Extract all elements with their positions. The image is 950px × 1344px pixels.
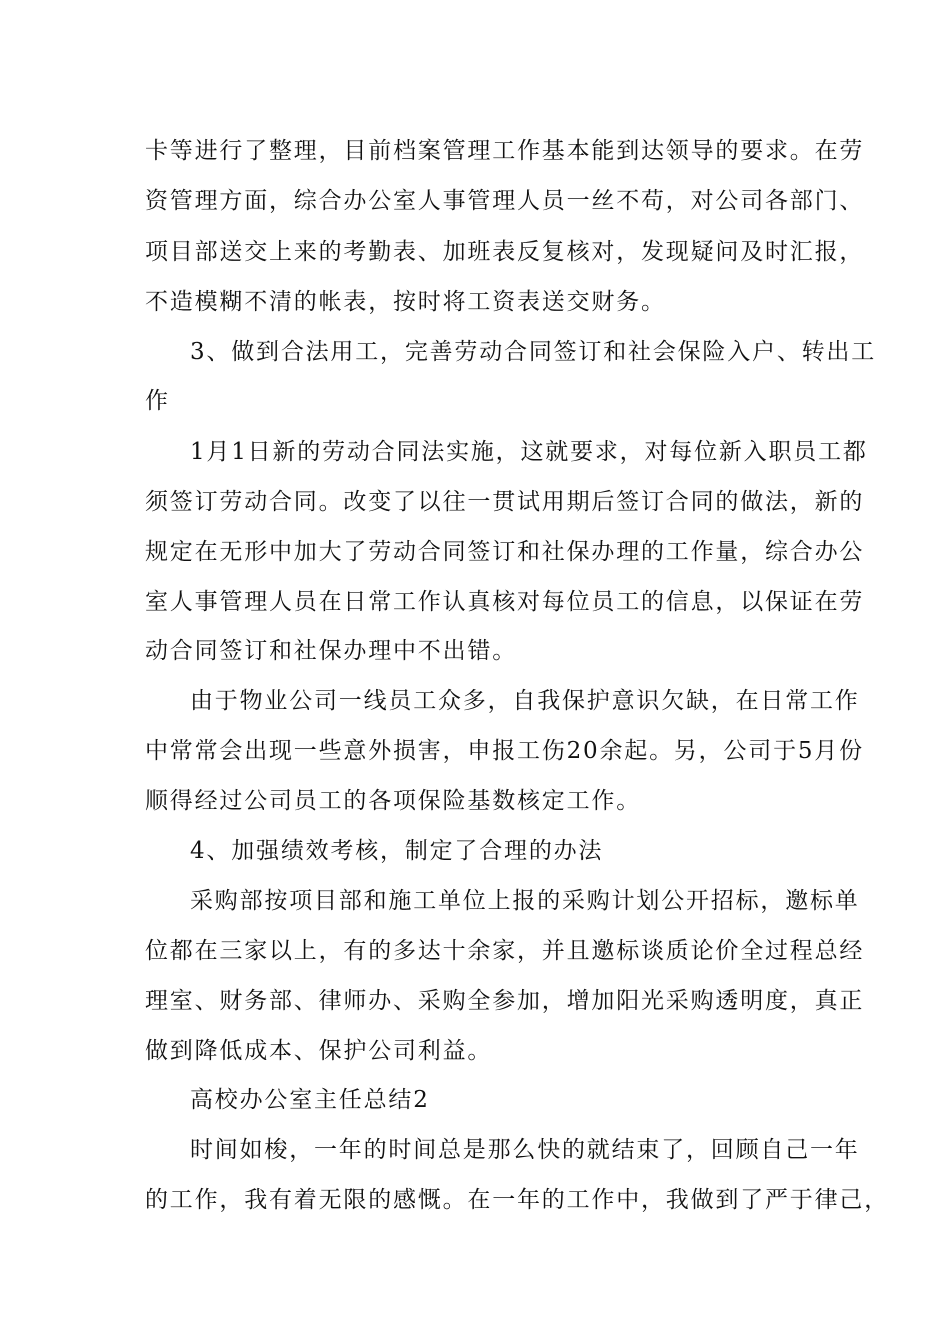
paragraph-line: 1月1日新的劳动合同法实施，这就要求，对每位新入职员工都 (190, 439, 868, 465)
paragraph-line: 室人事管理人员在日常工作认真核对每位员工的信息，以保证在劳 (145, 589, 865, 615)
paragraph-line: 资管理方面，综合办公室人事管理人员一丝不苟，对公司各部门、 (145, 188, 865, 214)
numbered-heading-line: 3、做到合法用工，完善劳动合同签订和社会保险入户、转出工 (190, 339, 877, 365)
paragraph-line: 动合同签订和社保办理中不出错。 (145, 638, 517, 664)
paragraph-line: 采购部按项目部和施工单位上报的采购计划公开招标，邀标单 (190, 888, 860, 914)
paragraph-line: 理室、财务部、律师办、采购全参加，增加阳光采购透明度，真正 (145, 988, 865, 1014)
paragraph-line: 须签订劳动合同。改变了以往一贯试用期后签订合同的做法，新的 (145, 489, 865, 515)
paragraph-line: 由于物业公司一线员工众多，自我保护意识欠缺，在日常工作 (190, 688, 860, 714)
paragraph-line: 中常常会出现一些意外损害，申报工伤20余起。另，公司于5月份 (145, 738, 864, 764)
numbered-heading-line: 作 (145, 388, 170, 414)
paragraph-line: 时间如梭，一年的时间总是那么快的就结束了，回顾自己一年 (190, 1137, 860, 1163)
section-title: 高校办公室主任总结2 (190, 1087, 430, 1113)
numbered-heading-line: 4、加强绩效考核，制定了合理的办法 (190, 838, 604, 864)
paragraph-line: 不造模糊不清的帐表，按时将工资表送交财务。 (145, 289, 666, 315)
paragraph-line: 规定在无形中加大了劳动合同签订和社保办理的工作量，综合办公 (145, 539, 865, 565)
paragraph-line: 卡等进行了整理，目前档案管理工作基本能到达领导的要求。在劳 (145, 138, 865, 164)
paragraph-line: 的工作，我有着无限的感慨。在一年的工作中，我做到了严于律己， (145, 1187, 889, 1213)
paragraph-line: 项目部送交上来的考勤表、加班表反复核对，发现疑问及时汇报， (145, 239, 865, 265)
paragraph-line: 位都在三家以上，有的多达十余家，并且邀标谈质论价全过程总经 (145, 938, 865, 964)
paragraph-line: 顺得经过公司员工的各项保险基数核定工作。 (145, 788, 641, 814)
paragraph-line: 做到降低成本、保护公司利益。 (145, 1038, 493, 1064)
